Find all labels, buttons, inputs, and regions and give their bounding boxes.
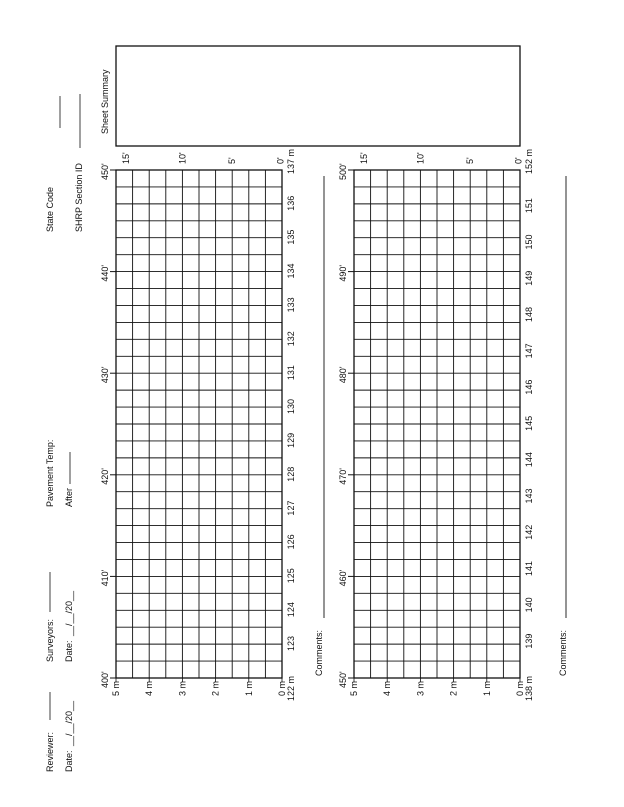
width-label-m: 5 m (349, 680, 359, 696)
header-pavement-temp (45, 440, 74, 507)
surveyors-label: Surveyors: (45, 618, 55, 662)
station-label-m: 139 (524, 633, 534, 649)
after-label: After (64, 487, 74, 507)
station-label-m: 142 (524, 524, 534, 540)
station-label-m: 127 (286, 500, 296, 516)
station-label-m: 131 (286, 365, 296, 381)
grid2-lines (354, 170, 520, 678)
width-label-ft: 5' (465, 157, 476, 164)
sheet-summary (100, 46, 520, 146)
width-label-ft: 5' (227, 157, 238, 164)
shrp-section-label: SHRP Section ID (74, 163, 84, 232)
station-label-m: 125 (286, 568, 296, 584)
station-label-ft: 490' (338, 264, 348, 282)
station-label-m: 130 (286, 398, 296, 414)
station-label-m: 126 (286, 534, 296, 550)
width-label-m: 4 m (144, 680, 155, 696)
station-label-ft: 500' (338, 163, 348, 180)
width-label-m: 0 m (277, 680, 287, 696)
sheet-summary-box (116, 46, 520, 146)
station-label-ft: 450' (100, 163, 110, 180)
width-label-ft: 15' (358, 152, 369, 164)
station-label-m: 122 m (286, 675, 296, 701)
station-label-ft: 460' (338, 569, 348, 587)
grid-400-450 (100, 149, 296, 701)
comments-1-label: Comments: (314, 629, 324, 676)
station-label-m: 151 (524, 198, 534, 214)
station-label-ft: 420' (100, 468, 110, 485)
header-ids (45, 94, 84, 232)
grid2-labels (338, 149, 534, 701)
pavement-temp-label: Pavement Temp: (45, 439, 55, 507)
comments-1 (314, 176, 324, 676)
station-label-m: 141 (524, 561, 534, 577)
station-label-m: 132 (286, 331, 296, 347)
width-label-m: 3 m (415, 680, 426, 696)
station-label-m: 136 (286, 195, 296, 211)
survey-date-label: Date: (64, 640, 74, 662)
width-label-m: 2 m (448, 680, 459, 696)
station-label-ft: 410' (100, 569, 110, 587)
grid1-lines (116, 170, 282, 678)
station-label-m: 152 m (524, 148, 534, 174)
station-label-m: 143 (524, 488, 534, 504)
width-label-m: 1 m (243, 680, 254, 696)
header-reviewer (45, 692, 74, 772)
survey-date-blank: __/__/20__ (64, 590, 74, 636)
width-label-ft: 15' (120, 152, 131, 164)
station-label-m: 135 (286, 229, 296, 245)
station-label-m: 149 (524, 270, 534, 286)
station-label-m: 137 m (286, 148, 296, 174)
comments-2-label: Comments: (558, 629, 568, 676)
width-label-ft: 0' (275, 157, 286, 164)
grid1-labels (100, 149, 296, 701)
station-label-m: 140 (524, 597, 534, 613)
station-label-m: 134 (286, 263, 296, 279)
header-surveyors (45, 572, 74, 662)
station-label-m: 144 (524, 452, 534, 468)
station-label-ft: 430' (100, 366, 110, 384)
sheet-summary-label: Sheet Summary (100, 69, 110, 134)
date-label: Date: (64, 750, 74, 772)
station-label-m: 129 (286, 432, 296, 448)
station-label-ft: 470' (338, 468, 348, 485)
station-label-m: 133 (286, 297, 296, 313)
date-blank: __/__/20__ (64, 700, 74, 746)
station-label-m: 147 (524, 343, 534, 359)
width-label-m: 3 m (177, 680, 188, 696)
station-label-m: 145 (524, 415, 534, 431)
grid-450-500 (338, 149, 534, 701)
station-label-ft: 440' (100, 264, 110, 282)
state-code-label: State Code (45, 186, 55, 232)
station-label-ft: 400' (100, 671, 110, 688)
comments-2 (558, 176, 568, 676)
width-label-m: 2 m (210, 680, 221, 696)
station-label-m: 146 (524, 379, 534, 395)
width-label-ft: 10' (415, 152, 426, 164)
station-label-m: 148 (524, 307, 534, 323)
width-label-m: 5 m (111, 680, 121, 696)
station-label-m: 150 (524, 234, 534, 250)
width-label-ft: 10' (177, 152, 188, 164)
width-label-ft: 0' (513, 157, 524, 164)
width-label-m: 0 m (515, 680, 525, 696)
width-label-m: 4 m (382, 680, 393, 696)
station-label-m: 138 m (524, 675, 534, 701)
station-label-m: 123 (286, 636, 296, 652)
reviewer-label: Reviewer: (45, 731, 55, 772)
station-label-ft: 480' (338, 366, 348, 384)
width-label-m: 1 m (481, 680, 492, 696)
station-label-m: 128 (286, 466, 296, 482)
station-label-m: 124 (286, 602, 296, 618)
station-label-ft: 450' (338, 671, 348, 688)
